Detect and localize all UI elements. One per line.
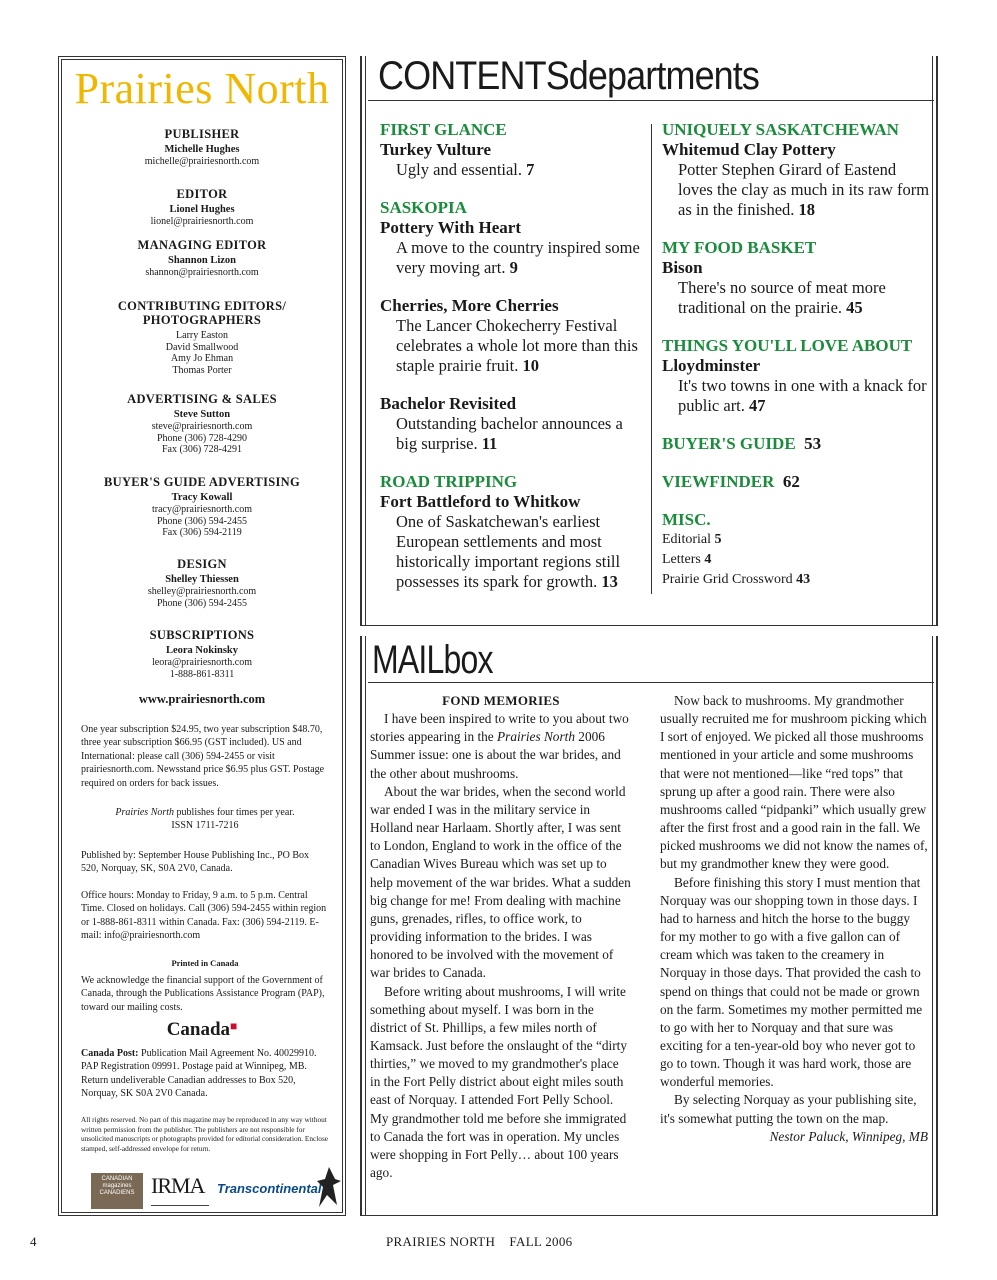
staff-role: BUYER'S GUIDE ADVERTISING [104,475,300,489]
letter-column-right [660,692,928,1146]
section-uniquely-saskatchewan[interactable]: UNIQUELY SASKATCHEWAN [662,120,899,139]
misc-item[interactable] [662,570,932,590]
frequency-info [81,806,329,833]
staff-role: DESIGN [177,557,227,571]
misc-label: Letters [662,552,701,567]
canada-wordmark [59,1019,345,1041]
story-desc [662,278,932,318]
brand-logo: Prairies North [74,64,330,113]
section-saskopia[interactable]: SASKOPIA [380,198,467,217]
letter-column-left [370,692,632,1182]
letter-title: FOND MEMORIES [442,693,560,708]
page-number: 13 [601,572,618,591]
page-number-footer: 4 [30,1234,37,1249]
section-road-tripping[interactable]: ROAD TRIPPING [380,472,518,491]
staff-role: EDITOR [176,187,228,201]
story-desc-text: A move to the country inspired some very moving art. [396,238,640,277]
canadian-magazines-logo: CANADIAN magazines CANADIENS [91,1173,143,1209]
bird-logo-icon [315,1165,343,1209]
staff-line: shelley@prairiesnorth.com [147,586,257,597]
letter-text: I have been inspired to write to you about two stories appearing in the [370,711,629,745]
story-desc-text: Ugly and essential. [396,160,523,179]
acknowledgement: We acknowledge the financial support of the Government of Canada, through the Publications Assistance Program (PAP), toward our mailing costs. [81,975,325,1013]
story-desc-text: There's no source of meat more traditional on the prairie. [678,278,886,317]
partner-logos [79,1165,334,1211]
staff-line: Fax (306) 728-4291 [162,444,242,455]
subscription-info: One year subscription $24.95, two year subscription $48.70, three year subscription $66.95 (GST included). US and International: please call (306) 594-2455 or visit prairiesnorth.com. Newsstand price $6.95 plus GST. Postage required on orders for back issues. [81,724,325,789]
staff-contributing [59,299,345,376]
staff-line: David Smallwood [165,341,239,353]
story-desc-text: Outstanding bachelor announces a big surprise. [396,414,623,453]
mailbox-title-rule [368,682,934,683]
page-number: 18 [798,200,816,219]
story-title[interactable]: Bison [662,258,703,277]
staff-line: Larry Easton [176,330,228,341]
page-number: 47 [749,396,766,415]
page-number: 53 [804,434,822,453]
story-title[interactable]: Fort Battleford to Whitkow [380,492,581,511]
page-number: 11 [481,434,498,453]
page-number: 45 [846,298,863,317]
story-title[interactable]: Bachelor Revisited [380,394,517,413]
staff-name: Lionel Hughes [169,204,235,215]
issn: ISSN 1711-7216 [171,820,239,832]
story-desc [380,414,642,454]
rights-notice: All rights reserved. No part of this magazine may be reproduced in any way without written permission from the publisher. The publishers are not responsible for unsolicited manuscripts or photographs provided for editorial consideration. Enclose stamped, self-addressed envelope for return. [81,1115,329,1153]
page-number: 10 [522,356,539,375]
staff-publisher [59,127,345,168]
staff-line: tracy@prairiesnorth.com [151,504,252,515]
canada-post-info [81,1047,329,1101]
contents-title-main: CONTENTS [378,54,569,98]
contents-column-left [380,120,642,592]
mailbox-title: MAILbox [372,638,493,682]
story-title: Lloydminster [662,356,761,375]
misc-label: Editorial [662,532,711,547]
staff-design [59,557,345,609]
page-number: 7 [526,160,535,179]
staff-line: Amy Jo Ehman [170,353,234,364]
story-desc-text: It's two towns in one with a knack for public art. [678,376,927,415]
staff-line: Fax (306) 594-2119 [162,527,242,538]
masthead-box [58,56,346,1216]
letter-paragraph: Now back to mushrooms. My grandmother usually recruited me for mushroom picking which I sort of enjoyed. We picked all those mushrooms mentioned in your article and some mushrooms that were not mentioned—like “red tops” that sprung up after a good rain. There were also mushrooms called “pidpanki” which usually grew after the first frost and a good rain in the fall. We picked mushrooms we did not know the names of, but my grandmother knew they were good. [660,693,928,872]
staff-editor [59,187,345,228]
letter-paragraph [370,710,632,783]
page-number: 4 [704,552,712,567]
story-desc [380,512,642,592]
canada-post-label: Canada Post: [81,1048,139,1059]
story-desc [380,160,642,180]
staff-email: michelle@prairiesnorth.com [144,156,260,167]
staff-role: CONTRIBUTING EDITORS/ [117,299,287,313]
page-number: 5 [714,532,722,547]
staff-buyers-guide [59,475,345,539]
letter-paragraph: Before writing about mushrooms, I will write something about myself. I was born in the district of St. Phillips, a few miles north of Kamsack. Just before the onslaught of the “dirty thirties,” we moved to my grandmother's place in the Fort Pelly district about eight miles south east of Norquay. I attended Fort Pelly School. My grandmother told me before she immigrated to Canada the fort was in operation. My uncles were shopping in Fort Pelly… about 100 years ago. [370,983,628,1181]
misc-item[interactable] [662,530,932,550]
published-by: Published by: September House Publishing Inc., PO Box 520, Norquay, SK, S0A 2V0, Canada. [81,850,310,875]
staff-line: leora@prairiesnorth.com [151,657,252,668]
story-desc [662,376,932,416]
section-things-youll-love[interactable] [662,336,932,376]
story-desc [380,238,642,278]
staff-name: Tracy Kowall [171,492,233,503]
staff-line: 1-888-861-8311 [169,668,235,680]
contents-title-rule [368,100,934,101]
section-misc[interactable]: MISC. [662,510,711,529]
contents-column-right [662,120,932,590]
story-title[interactable]: Pottery With Heart [380,218,521,237]
column-divider [651,124,652,594]
office-hours: Office hours: Monday to Friday, 9 a.m. to 5 p.m. Central Time. Closed on holidays. Call (306) 594-2455 within region or 1-888-861-8311 within Canada. Fax: (306) 594-2119. E-mail: info@prairiesnorth.com [81,890,327,942]
misc-item[interactable] [662,550,932,570]
section-label: BUYER'S GUIDE [662,434,796,453]
staff-role: PUBLISHER [164,127,240,141]
letter-paragraph: About the war brides, when the second world war ended I was in the military service in Holland near Harlaam. Shortly after, I was sent to London, England to work in the office of the Canadian Wives Bureau which was set up to help movement of the war brides. What a sudden big change for me! From dealing with machine guns, grenades, rifles, to office work, to providing information to the brides. I was honored to be involved with the movement of war brides to Canada. [370,783,631,981]
letter-paragraph: By selecting Norquay as your publishing site, it's somewhat putting the town on the map. [660,1092,917,1126]
page-number: 9 [509,258,518,277]
story-title[interactable]: Turkey Vulture [380,140,492,159]
section-label: VIEWFINDER [662,472,775,491]
story-desc [380,316,642,376]
staff-role: MANAGING EDITOR [137,238,267,252]
printed-in-canada: Printed in Canada [171,958,239,968]
canada-post-text: Publication Mail Agreement No. 40029910. PAP Registration 09991. Postage paid at Winnipeg, MB. Return undeliverable Canadian addresses to Box 520, Norquay, SK S0A 2V0 Canada. [81,1048,317,1100]
staff-role-cont: PHOTOGRAPHERS [142,313,262,327]
staff-name: Shannon Lizon [168,255,236,266]
canada-wordmark-text: Canada [166,1019,231,1040]
staff-name: Leora Nokinsky [165,645,239,656]
staff-role: ADVERTISING & SALES [127,392,277,406]
story-title[interactable]: Cherries, More Cherries [380,296,559,315]
staff-subscriptions [59,628,345,680]
staff-role: SUBSCRIPTIONS [149,628,255,642]
staff-managing-editor [59,238,345,279]
misc-label: Prairie Grid Crossword [662,572,793,587]
staff-name: Steve Sutton [173,409,231,420]
letter-signature: Nestor Paluck, Winnipeg, MB [769,1128,928,1144]
page-number: 43 [796,572,811,587]
section-viewfinder[interactable] [662,472,932,492]
staff-email: lionel@prairiesnorth.com [150,216,254,227]
story-desc-text: One of Saskatchewan's earliest European settlements and most historically important regions still possesses its spark for growth. [396,512,621,591]
contents-title-suffix: departments [568,54,760,98]
staff-line: Thomas Porter [172,364,232,376]
staff-name: Shelley Thiessen [165,574,239,585]
staff-line: Phone (306) 728-4290 [157,432,247,444]
maple-leaf-icon: ■ [230,1019,238,1033]
section-label: THINGS YOU'LL LOVE ABOUT [662,336,912,355]
irma-logo: IRMA [151,1173,209,1206]
letter-paragraph: Before finishing this story I must mention that Norquay was our shopping town in those days. I had to harness and hitch the horse to the buggy for my mother to go with a five gallon can of cream which was taken to the creamery in Norquay in those days. That provided the cash to spend on things that could not be made or grown on the farm. Sometimes my mother permitted me to go with her to Norquay and that sure was exciting for a ten-year-old boy who never got to go to town. Though it was hard work, those are wonderful memories. [660,874,923,1090]
story-desc [662,160,932,220]
letter-italic: Prairies North [497,729,575,745]
staff-line: Phone (306) 594-2455 [157,597,247,609]
story-title[interactable]: Whitemud Clay Pottery [662,140,836,159]
staff-line: steve@prairiesnorth.com [151,421,253,432]
story-desc-text: Potter Stephen Girard of Eastend loves the clay as much in its raw form as in the finished. [678,160,930,219]
frequency-text: publishes four times per year. [174,807,295,818]
section-first-glance[interactable]: FIRST GLANCE [380,120,507,139]
section-buyers-guide[interactable] [662,434,932,454]
section-my-food-basket[interactable]: MY FOOD BASKET [662,238,817,257]
letter-text: 2006 Summer issue: one is about the war brides, and the other about mushrooms. [370,729,621,781]
page-number: 62 [782,472,800,491]
website-link[interactable]: www.prairiesnorth.com [138,692,266,706]
contents-title [378,54,759,98]
frequency-title: Prairies North [115,807,175,818]
staff-email: shannon@prairiesnorth.com [145,267,259,278]
publication-footer: PRAIRIES NORTH FALL 2006 [386,1234,573,1249]
transcontinental-logo: Transcontinental [217,1181,322,1196]
story-desc-text: The Lancer Chokecherry Festival celebrates a whole lot more than this staple prairie fruit. [396,316,638,375]
staff-line: Phone (306) 594-2455 [157,515,247,527]
staff-advertising [59,392,345,456]
staff-name: Michelle Hughes [164,144,240,155]
